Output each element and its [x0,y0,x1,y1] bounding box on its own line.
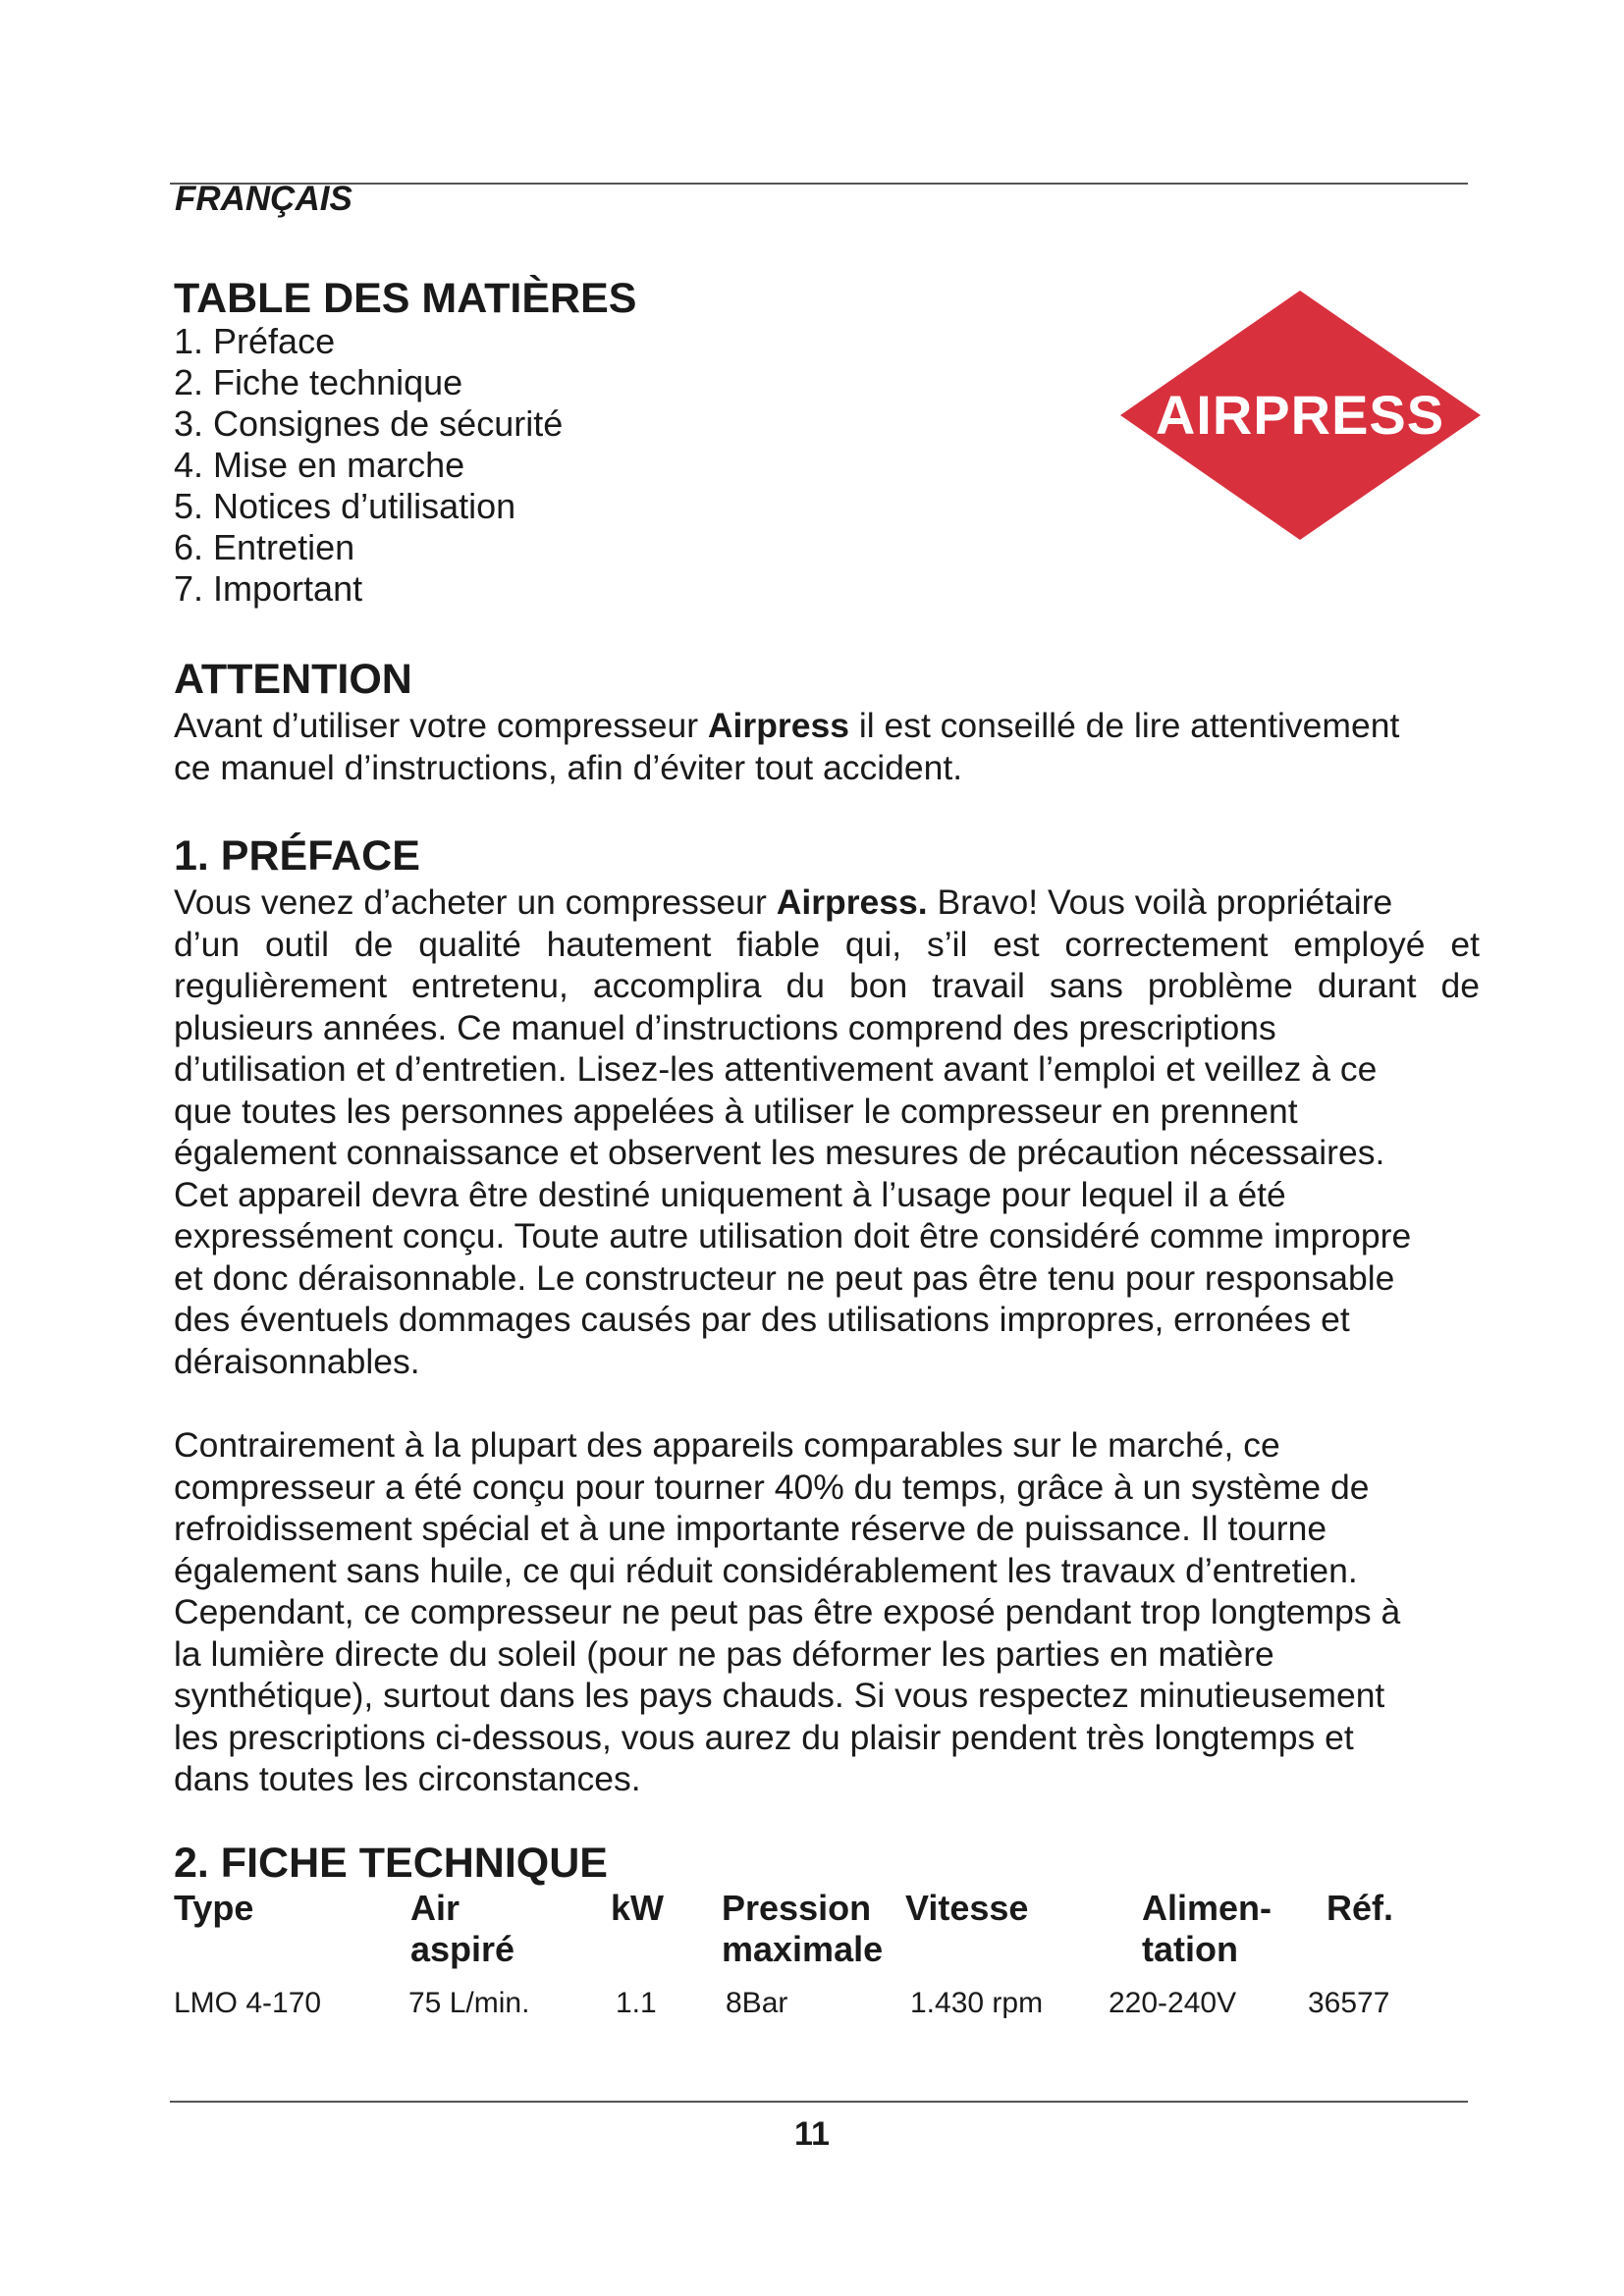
logo-text: AIRPRESS [1155,384,1445,446]
attention-title: ATTENTION [174,656,412,703]
bottom-rule [170,2101,1468,2103]
language-label: FRANÇAIS [175,180,352,218]
preface-paragraph-1: Vous venez d’acheter un compresseur Airpress. Bravo! Vous voilà propriétaire d’un outil de qualité hautement fiable qui, s’il est correctement employé et regulièrement entretenu, accomplira du bon travail sans problème durant de plusieurs années. Ce manuel d’instructions comprend des prescriptions d’utilisation et d’entretien. Lisez-les attentivement avant l’emploi et veillez à ce que toutes les personnes appelées à utiliser le compresseur en prennent également connaissance et observent les mesures de précaution nécessaires. Cet appareil devra être destiné uniquement à l’usage pour lequel il a été expressément conçu. Toute autre utilisation doit être considéré comme impropre et donc déraisonnable. Le constructeur ne peut pas être tenu pour responsable des éventuels dommages causés par des utilisations impropres, erronées et déraisonnables. [174,882,1480,1381]
header-type: Type [174,1888,254,1928]
header-air: Air aspiré [410,1888,515,1969]
header-kw: kW [611,1888,664,1928]
fiche-title: 2. FICHE TECHNIQUE [174,1840,608,1887]
toc-list [174,321,563,610]
cell-air: 75 L/min. [408,1987,530,2019]
toc-item[interactable]: 5. Notices d’utilisation [174,486,516,526]
attention-text: Avant d’utiliser votre compresseur Airpress il est conseillé de lire attentivement ce manuel d’instructions, afin d’éviter tout accident. [174,706,1400,787]
header-alimentation: Alimen- tation [1142,1888,1272,1969]
preface-paragraph-2: Contrairement à la plupart des appareils comparables sur le marché, ce compresseur a été conçu pour tourner 40% du temps, grâce à un système de refroidissement spécial et à une importante réserve de puissance. Il tourne également sans huile, ce qui réduit considérablement les travaux d’entretien. Cependant, ce compresseur ne peut pas être exposé pendant trop longtemps à la lumière directe du soleil (pour ne pas déformer les parties en matière synthétique), surtout dans les pays chauds. Si vous respectez minutieusement les prescriptions ci-dessous, vous aurez du plaisir pendent très longtemps et dans toutes les circonstances. [174,1425,1401,1798]
spec-table [174,1888,1421,2025]
cell-type: LMO 4-170 [174,1987,322,2019]
toc-item[interactable]: 1. Préface [174,321,336,361]
preface-title: 1. PRÉFACE [174,832,420,880]
toc-item[interactable]: 4. Mise en marche [174,445,465,485]
cell-vitesse: 1.430 rpm [910,1987,1044,2019]
cell-alimentation: 220-240V [1109,1987,1237,2019]
cell-pression: 8Bar [726,1987,788,2019]
header-ref: Réf. [1326,1888,1394,1928]
toc-title: TABLE DES MATIÈRES [174,275,637,322]
cell-kw: 1.1 [616,1987,657,2019]
page-number: 11 [794,2115,830,2153]
top-rule [170,183,1468,185]
toc-item[interactable]: 2. Fiche technique [174,362,463,402]
toc-item[interactable]: 3. Consignes de sécurité [174,403,564,444]
header-pression: Pression maximale [722,1888,884,1969]
toc-item[interactable]: 7. Important [174,568,363,609]
airpress-logo [1117,287,1484,544]
cell-ref: 36577 [1308,1987,1390,2019]
header-vitesse: Vitesse [905,1888,1029,1928]
toc-item[interactable]: 6. Entretien [174,527,355,567]
